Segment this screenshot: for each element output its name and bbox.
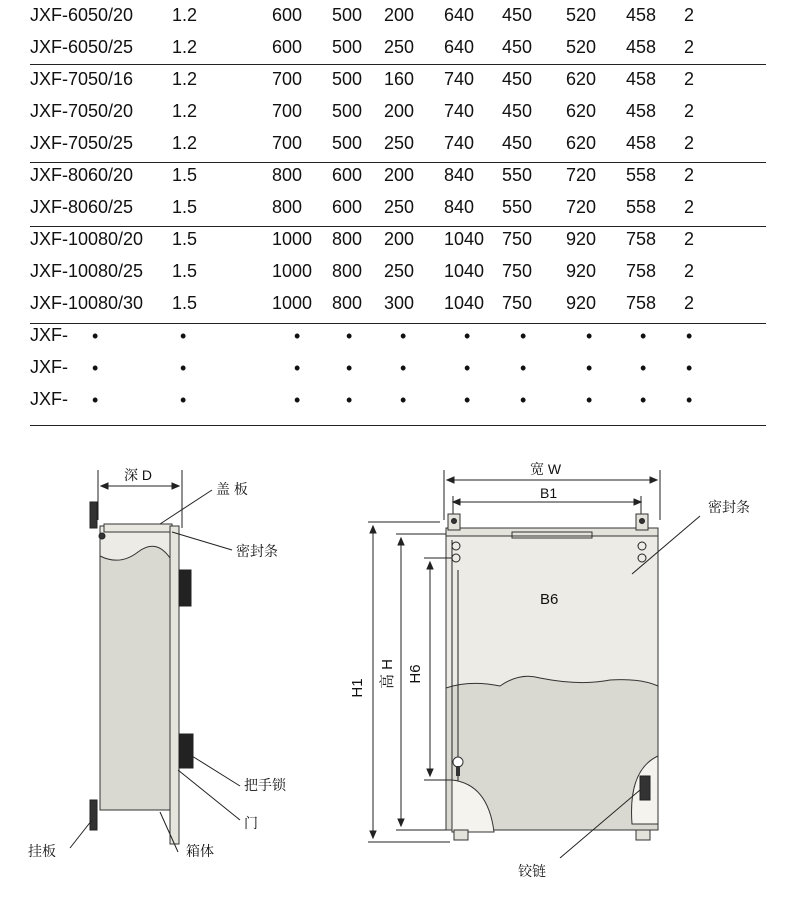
table-cell: 740: [444, 69, 475, 89]
table-cell: 250: [384, 261, 415, 281]
table-cell: 800: [332, 229, 363, 249]
h6-label: H6: [407, 664, 424, 684]
placeholder-dot: •: [464, 390, 471, 410]
table-cell: 920: [566, 293, 597, 313]
table-cell: 2: [684, 5, 695, 25]
table-row-custom: [30, 384, 766, 416]
table-cell: 740: [444, 101, 475, 121]
table-cell: 450: [502, 37, 533, 57]
table-cell: 800: [332, 293, 363, 313]
placeholder-dot: •: [294, 390, 301, 410]
placeholder-dot: •: [640, 326, 647, 346]
placeholder-dot: •: [400, 326, 407, 346]
table-cell: 758: [626, 261, 657, 281]
table-row: [30, 96, 766, 128]
table-cell: 2: [684, 293, 695, 313]
table-cell: JXF-: [30, 389, 68, 409]
table-cell: 800: [272, 165, 303, 185]
group-divider: [30, 226, 766, 227]
table-cell: 500: [332, 101, 363, 121]
table-row: [30, 0, 766, 32]
table-cell: 1.5: [172, 165, 198, 185]
table-cell: 1.5: [172, 293, 198, 313]
table-cell: 620: [566, 133, 597, 153]
table-cell: 458: [626, 69, 657, 89]
table-cell: 700: [272, 101, 303, 121]
table-cell: 1.2: [172, 5, 198, 25]
table-cell: 458: [626, 101, 657, 121]
placeholder-dot: •: [586, 326, 593, 346]
box-label: 箱体: [186, 843, 214, 859]
table-cell: 200: [384, 229, 415, 249]
table-cell: 450: [502, 5, 533, 25]
group-divider: [30, 323, 766, 324]
table-cell: 2: [684, 261, 695, 281]
table-cell: 1.5: [172, 229, 198, 249]
placeholder-dot: •: [520, 326, 527, 346]
placeholder-dot: •: [464, 358, 471, 378]
table-cell: 1000: [272, 261, 313, 281]
table-cell: 750: [502, 293, 533, 313]
b6-label: B6: [540, 591, 559, 608]
table-cell: 2: [684, 133, 695, 153]
table-cell: 500: [332, 5, 363, 25]
table-cell: 458: [626, 5, 657, 25]
table-cell: 250: [384, 37, 415, 57]
table-cell: 1040: [444, 229, 485, 249]
depth-label: 深 D: [124, 467, 152, 483]
table-cell: 500: [332, 69, 363, 89]
table-cell: 840: [444, 197, 475, 217]
table-cell: 1.2: [172, 37, 198, 57]
table-cell: 1.5: [172, 261, 198, 281]
table-cell: JXF-7050/20: [30, 101, 134, 121]
table-cell: 200: [384, 101, 415, 121]
table-cell: 2: [684, 101, 695, 121]
table-cell: 750: [502, 229, 533, 249]
table-cell: JXF-8060/25: [30, 197, 134, 217]
table-row: [30, 64, 766, 96]
table-cell: 450: [502, 69, 533, 89]
table-cell: 758: [626, 293, 657, 313]
table-cell: JXF-7050/25: [30, 133, 134, 153]
table-cell: 1.5: [172, 197, 198, 217]
table-cell: 2: [684, 229, 695, 249]
table-cell: 800: [332, 261, 363, 281]
placeholder-dot: •: [686, 390, 693, 410]
table-row: [30, 288, 766, 320]
table-cell: 250: [384, 133, 415, 153]
table-cell: 740: [444, 133, 475, 153]
placeholder-dot: •: [294, 326, 301, 346]
table-cell: 1.2: [172, 101, 198, 121]
table-cell: 500: [332, 37, 363, 57]
placeholder-dot: •: [520, 358, 527, 378]
group-divider: [30, 162, 766, 163]
placeholder-dot: •: [400, 358, 407, 378]
b1-label: B1: [540, 485, 558, 501]
table-cell: 620: [566, 69, 597, 89]
table-cell: 250: [384, 197, 415, 217]
table-cell: 920: [566, 229, 597, 249]
table-cell: JXF-8060/20: [30, 165, 134, 185]
table-cell: 640: [444, 37, 475, 57]
table-cell: 720: [566, 197, 597, 217]
h1-label: H1: [349, 678, 366, 698]
side-view-drawing: [70, 470, 240, 852]
seal-label: 密封条: [236, 543, 278, 559]
placeholder-dot: •: [294, 358, 301, 378]
table-cell: 700: [272, 133, 303, 153]
table-cell: 550: [502, 165, 533, 185]
table-cell: 520: [566, 5, 597, 25]
placeholder-dot: •: [686, 358, 693, 378]
table-cell: 1040: [444, 261, 485, 281]
width-label: 宽 W: [530, 461, 562, 477]
door-label: 门: [244, 815, 258, 831]
placeholder-dot: •: [586, 358, 593, 378]
table-cell: 500: [332, 133, 363, 153]
table-cell: JXF-: [30, 357, 68, 377]
hang-plate-label: 挂板: [28, 843, 56, 859]
handle-lock-label: 把手锁: [244, 777, 286, 793]
placeholder-dot: •: [180, 390, 187, 410]
placeholder-dot: •: [92, 390, 99, 410]
table-cell: 300: [384, 293, 415, 313]
placeholder-dot: •: [686, 326, 693, 346]
table-cell: JXF-6050/25: [30, 37, 134, 57]
table-cell: 600: [272, 5, 303, 25]
table-cell: JXF-7050/16: [30, 69, 134, 89]
placeholder-dot: •: [520, 390, 527, 410]
table-cell: 2: [684, 165, 695, 185]
group-divider: [30, 64, 766, 65]
table-cell: 920: [566, 261, 597, 281]
table-row: [30, 256, 766, 288]
table-cell: JXF-10080/20: [30, 229, 144, 249]
enclosure-drawings: [0, 440, 790, 900]
table-cell: 758: [626, 229, 657, 249]
placeholder-dot: •: [346, 326, 353, 346]
table-cell: 200: [384, 165, 415, 185]
table-cell: 1040: [444, 293, 485, 313]
table-cell: 558: [626, 165, 657, 185]
table-cell: 2: [684, 69, 695, 89]
placeholder-dot: •: [92, 326, 99, 346]
table-cell: 600: [332, 197, 363, 217]
table-row: [30, 128, 766, 160]
table-cell: 1.2: [172, 69, 198, 89]
table-row-custom: [30, 352, 766, 384]
table-cell: 840: [444, 165, 475, 185]
table-cell: 800: [272, 197, 303, 217]
placeholder-dot: •: [346, 358, 353, 378]
height-label: 高 H: [379, 658, 396, 690]
table-cell: JXF-10080/30: [30, 293, 144, 313]
table-cell: 640: [444, 5, 475, 25]
table-cell: 720: [566, 165, 597, 185]
table-cell: 160: [384, 69, 415, 89]
table-cell: 1000: [272, 293, 313, 313]
placeholder-dot: •: [180, 358, 187, 378]
cover-label: 盖 板: [216, 481, 248, 497]
placeholder-dot: •: [640, 358, 647, 378]
placeholder-dot: •: [464, 326, 471, 346]
table-cell: 600: [272, 37, 303, 57]
table-cell: JXF-6050/20: [30, 5, 134, 25]
table-row-custom: [30, 320, 766, 352]
table-cell: 450: [502, 133, 533, 153]
table-cell: 1000: [272, 229, 313, 249]
table-cell: 620: [566, 101, 597, 121]
table-cell: 700: [272, 69, 303, 89]
table-cell: 458: [626, 37, 657, 57]
table-cell: 750: [502, 261, 533, 281]
placeholder-dot: •: [640, 390, 647, 410]
table-row: [30, 224, 766, 256]
spec-table: [30, 0, 766, 416]
table-cell: 458: [626, 133, 657, 153]
placeholder-dot: •: [180, 326, 187, 346]
table-row: [30, 192, 766, 224]
table-cell: 550: [502, 197, 533, 217]
table-cell: JXF-: [30, 325, 68, 345]
placeholder-dot: •: [346, 390, 353, 410]
hinge-label: 铰链: [518, 863, 546, 879]
placeholder-dot: •: [586, 390, 593, 410]
front-view-drawing: [368, 470, 700, 858]
placeholder-dot: •: [400, 390, 407, 410]
table-cell: 450: [502, 101, 533, 121]
table-bottom-rule: [30, 425, 766, 426]
table-row: [30, 32, 766, 64]
seal-label-front: 密封条: [708, 499, 750, 515]
table-cell: 558: [626, 197, 657, 217]
table-cell: 520: [566, 37, 597, 57]
table-cell: 200: [384, 5, 415, 25]
table-cell: 2: [684, 197, 695, 217]
placeholder-dot: •: [92, 358, 99, 378]
table-cell: 600: [332, 165, 363, 185]
table-cell: 2: [684, 37, 695, 57]
table-cell: 1.2: [172, 133, 198, 153]
table-row: [30, 160, 766, 192]
table-cell: JXF-10080/25: [30, 261, 144, 281]
